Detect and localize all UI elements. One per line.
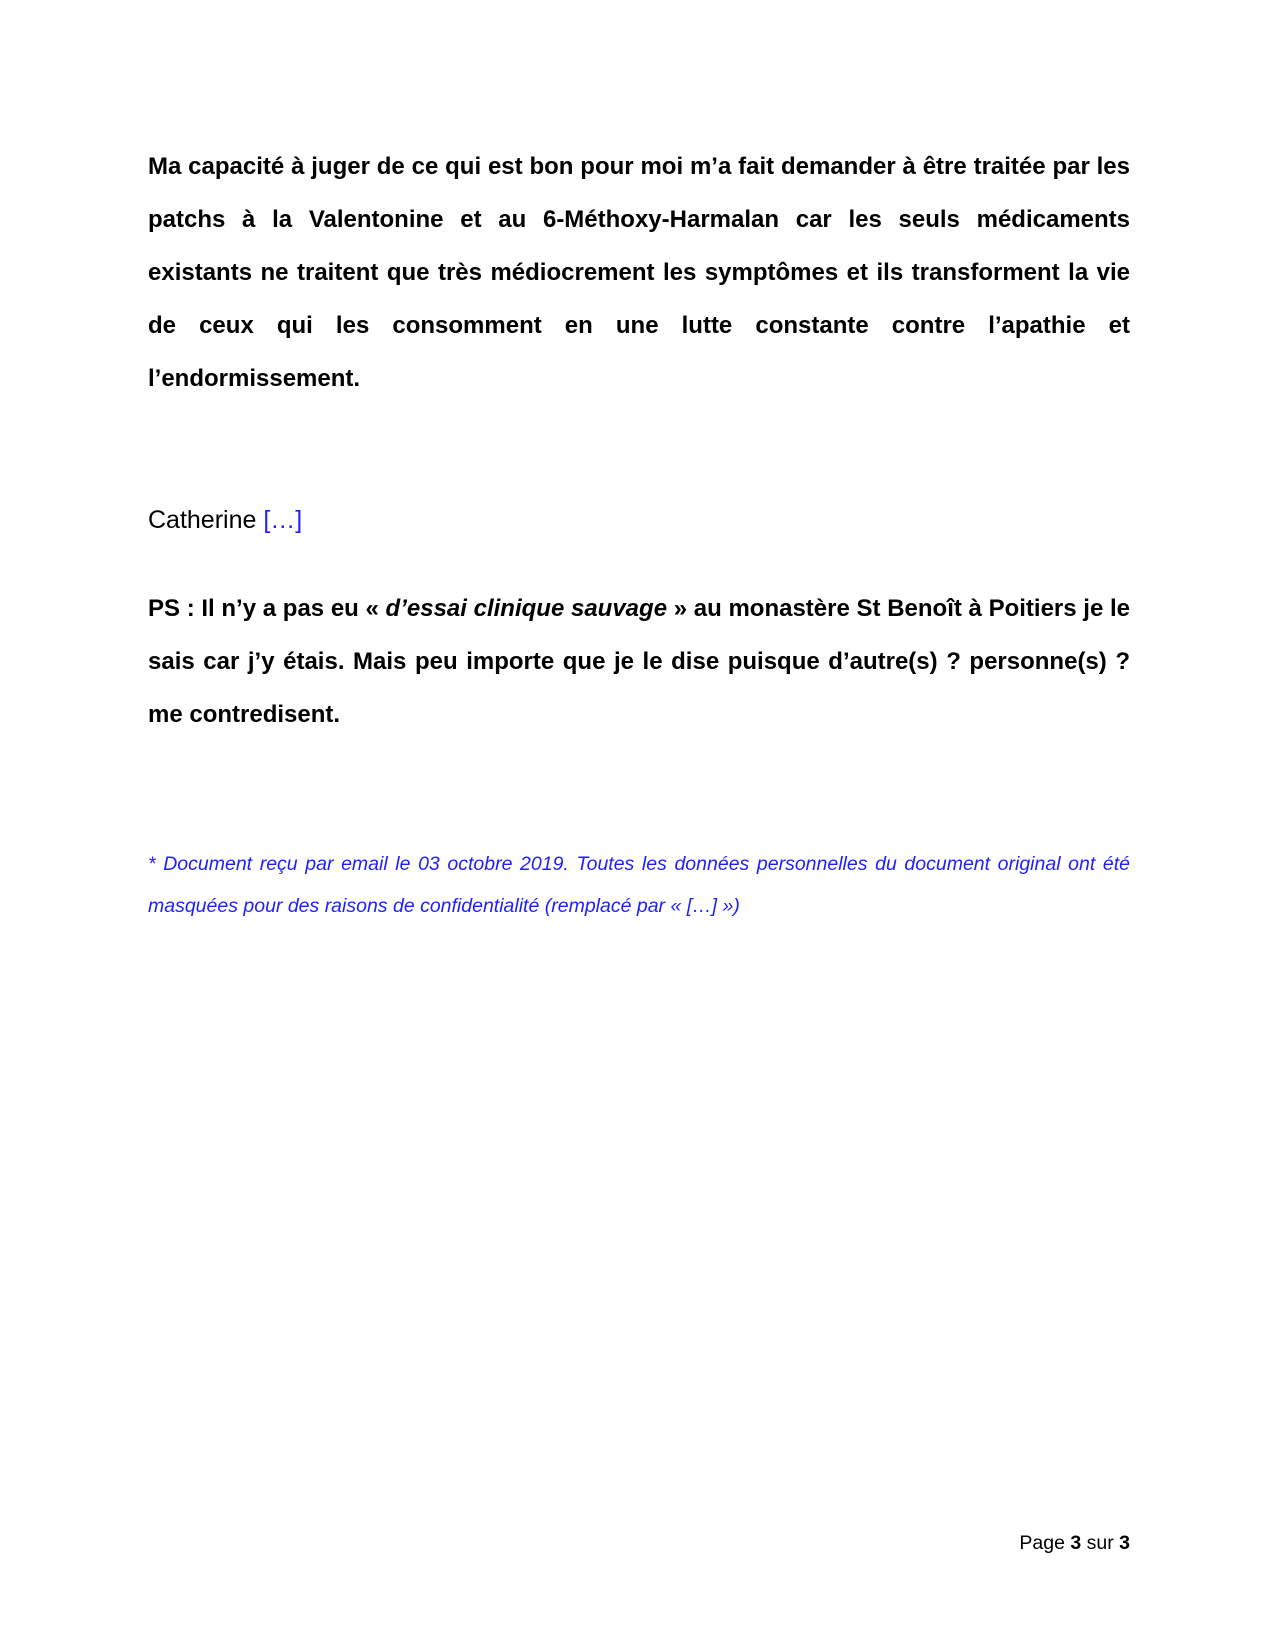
postscript-prefix: PS : Il n’y a pas eu «: [148, 595, 386, 622]
postscript-quote: d’essai clinique sauvage: [385, 595, 668, 622]
postscript-suffix: » au monastère St Benoît à Poitiers je le sais car j’y étais. Mais peu importe que je le dise puisque d’autre(s) ? personne(s) ? me contredisent.: [148, 595, 1131, 728]
page-footer: [1019, 1528, 1130, 1558]
body-paragraph: Ma capacité à juger de ce qui est bon pour moi m’a fait demander à être traitée par les patchs à la Valentonine et au 6-Méthoxy-Harmalan car les seuls médicaments existants ne traitent que très médiocrement les symptômes et ils transforment la vie de ceux qui les consomment en une lutte constante contre l’apathie et l’endormissement.: [148, 153, 1130, 392]
footer-total-pages: 3: [1119, 1532, 1130, 1554]
redacted-marker: […]: [263, 506, 303, 534]
footer-page-label: Page: [1019, 1532, 1065, 1554]
signature: [148, 500, 302, 540]
confidentiality-note: * Document reçu par email le 03 octobre 2019. Toutes les données personnelles du document original ont été masquées pour des raisons de confidentialité (remplacé par « […] »): [148, 853, 1130, 917]
postscript-paragraph: [148, 582, 1130, 741]
footer-of-label: sur: [1086, 1532, 1114, 1554]
signature-name: Catherine: [148, 506, 257, 534]
footer-current-page: 3: [1070, 1532, 1082, 1554]
